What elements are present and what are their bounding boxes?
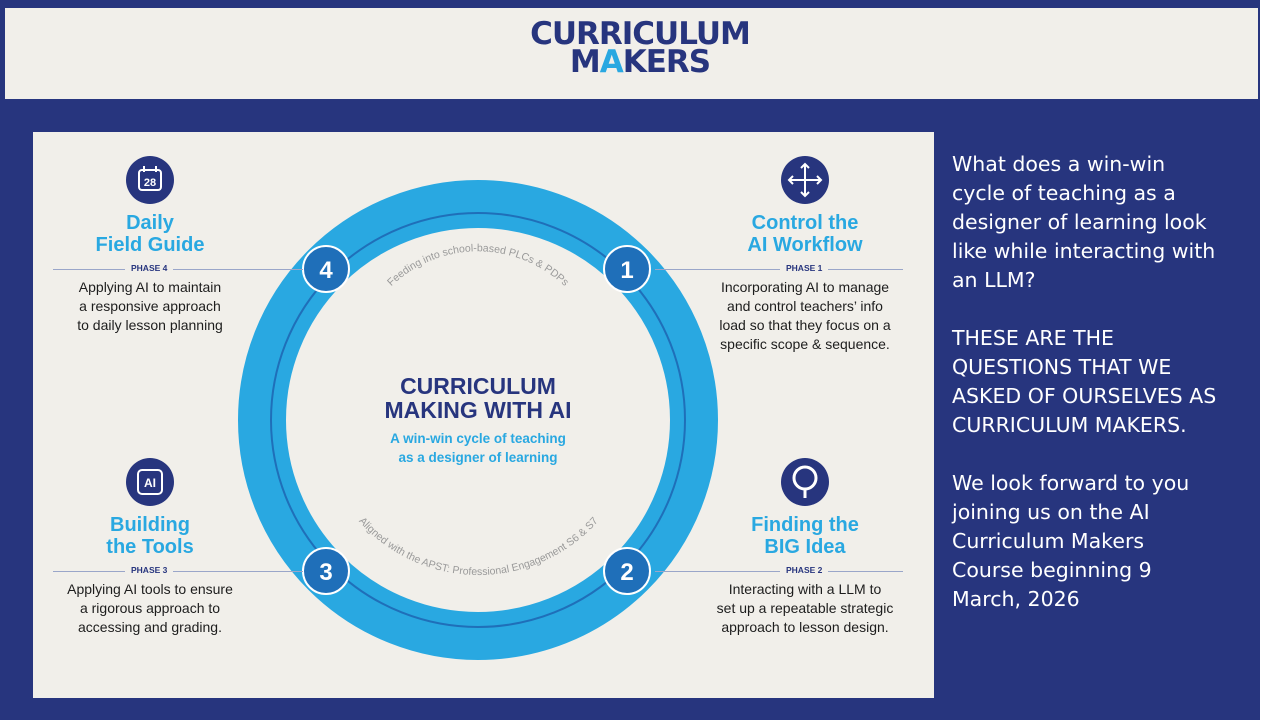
phase-3-desc-line: a rigorous approach to <box>79 600 221 616</box>
phase-3-badge <box>303 548 349 594</box>
diagram-panel <box>33 132 934 698</box>
phase-1-desc-line: Incorporating AI to manage <box>720 279 890 295</box>
center-title-line-1: CURRICULUM <box>400 373 556 399</box>
phase-2-badge <box>604 548 650 594</box>
center-subtitle-line-1: A win-win cycle of teaching <box>390 431 566 446</box>
phase-3-desc-line: accessing and grading. <box>78 619 222 635</box>
phase-4-badge <box>303 246 349 292</box>
phase-1-desc-line: and control teachers’ info <box>727 298 883 314</box>
ai-chip-icon <box>126 458 174 506</box>
phase-2-title-line-2: BIG Idea <box>764 536 846 558</box>
ai-icon-text: AI <box>144 476 156 490</box>
calendar-icon <box>126 156 174 204</box>
phase-1-number: 1 <box>620 257 634 284</box>
phase-3-label: PHASE 3 <box>125 565 173 575</box>
phase-1-label: PHASE 1 <box>780 263 828 273</box>
logo-line-2 <box>500 44 780 80</box>
phase-1-title <box>695 212 915 256</box>
phase-4-label: PHASE 4 <box>125 263 173 273</box>
curriculum-makers-logo <box>500 16 780 98</box>
phase-1-desc-line: load so that they focus on a <box>719 317 891 333</box>
lightbulb-icon <box>781 458 829 506</box>
phase-1-title-line-1: Control the <box>751 212 859 234</box>
phase-4-description <box>40 278 260 335</box>
phase-4-desc-line: to daily lesson planning <box>77 317 223 333</box>
logo-line-1: CURRICULUM <box>530 16 750 52</box>
phase-4-number: 4 <box>319 257 333 284</box>
logo-letters-kers: KERS <box>622 44 711 80</box>
phase-2-number: 2 <box>620 559 634 586</box>
phase-3-divider <box>53 571 303 572</box>
side-text-block <box>952 150 1222 643</box>
header-banner <box>3 6 1260 101</box>
phase-4-desc-line: Applying AI to maintain <box>78 279 222 295</box>
phase-4-divider <box>53 269 303 270</box>
phase-1-desc-line: specific scope & sequence. <box>720 336 890 352</box>
phase-3-desc-line: Applying AI tools to ensure <box>67 581 233 597</box>
phase-2-desc-line: set up a repeatable strategic <box>716 600 894 616</box>
phase-3-title <box>40 514 260 558</box>
phase-2-title <box>695 514 915 558</box>
phase-2-label: PHASE 2 <box>780 565 828 575</box>
phase-1-badge <box>604 246 650 292</box>
phase-2-divider <box>655 571 903 572</box>
phase-2-desc-line: approach to lesson design. <box>721 619 889 635</box>
center-subtitle-line-2: as a designer of learning <box>398 450 558 465</box>
arc-text-top: Feeding into school-based PLCs & PDPs <box>385 242 571 289</box>
logo-letter-a: A <box>599 44 623 80</box>
phase-4-title-line-2: Field Guide <box>95 234 205 256</box>
phase-1-title-line-2: AI Workflow <box>747 234 863 256</box>
workflow-arrows-icon <box>781 156 829 204</box>
phase-4-title <box>40 212 260 256</box>
phase-3-number: 3 <box>319 559 333 586</box>
phase-4-desc-line: a responsive approach <box>79 298 221 314</box>
logo-letter-m: M <box>569 44 600 80</box>
phase-2-description <box>695 580 915 637</box>
phase-2-desc-line: Interacting with a LLM to <box>728 581 882 597</box>
phase-3-description <box>40 580 260 637</box>
phase-1-description <box>695 278 915 354</box>
side-questions-statement: THESE ARE THE QUESTIONS THAT WE ASKED OF OURSELVES AS CURRICULUM MAKERS. <box>952 326 1217 437</box>
side-question-paragraph: What does a win-win cycle of teaching as a designer of learning look like while interacting with an LLM? <box>952 152 1216 292</box>
phase-3-title-line-2: the Tools <box>106 536 194 558</box>
arc-text-bottom: Aligned with the APST: Professional Engagement S6 & S7 <box>356 514 601 579</box>
phase-2-title-line-1: Finding the <box>751 514 859 536</box>
phase-1-divider <box>655 269 903 270</box>
phase-3-title-line-1: Building <box>110 514 190 536</box>
phase-4-title-line-1: Daily <box>126 212 174 234</box>
side-course-invitation: We look forward to you joining us on the AI Curriculum Makers Course beginning 9 March, 2026 <box>952 471 1190 611</box>
center-title-line-2: MAKING WITH AI <box>384 397 572 423</box>
calendar-icon-number: 28 <box>143 177 157 189</box>
